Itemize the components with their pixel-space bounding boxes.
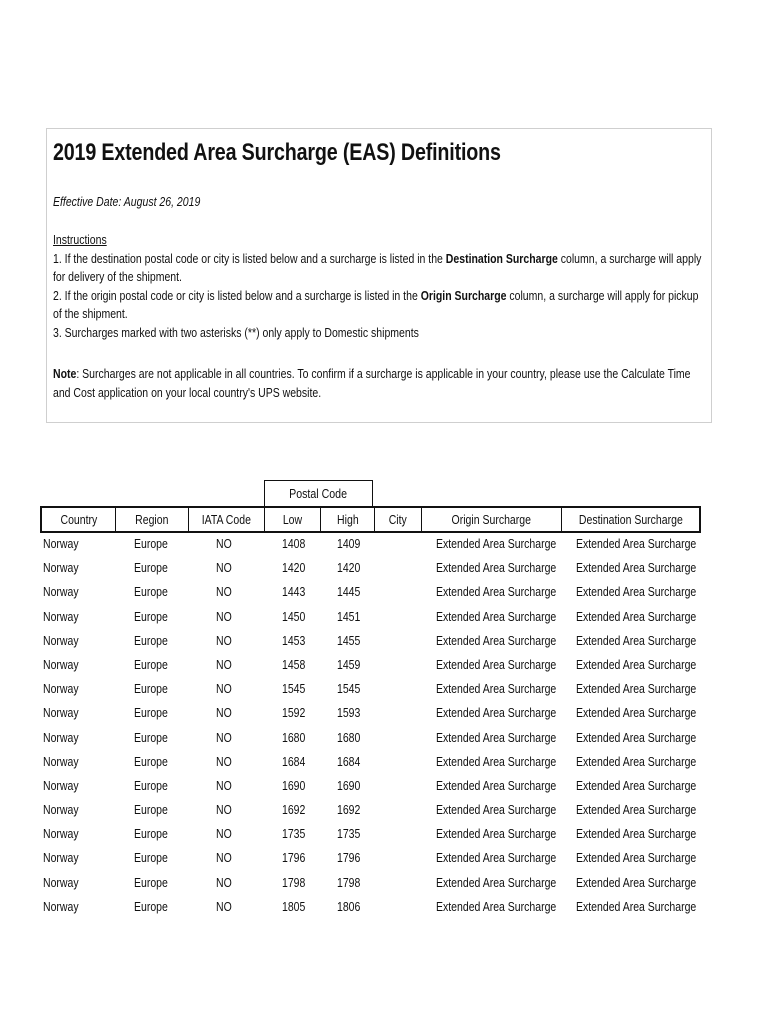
cell-iata-text: NO bbox=[216, 706, 232, 721]
cell-region-text: Europe bbox=[134, 875, 168, 890]
cell-country-text: Norway bbox=[43, 609, 79, 624]
cell-country-text: Norway bbox=[43, 754, 79, 769]
cell-low bbox=[282, 537, 310, 551]
cell-low-text: 1420 bbox=[282, 561, 306, 576]
cell-low-text: 1735 bbox=[282, 827, 306, 842]
col-high-label: High bbox=[336, 512, 359, 527]
cell-origin-text: Extended Area Surcharge bbox=[436, 682, 557, 697]
cell-destination-text: Extended Area Surcharge bbox=[576, 537, 697, 551]
cell-origin-text: Extended Area Surcharge bbox=[436, 561, 557, 576]
cell-origin bbox=[436, 827, 579, 841]
cell-destination bbox=[576, 755, 719, 769]
cell-iata-text: NO bbox=[216, 633, 232, 648]
cell-origin-text: Extended Area Surcharge bbox=[436, 778, 557, 793]
cell-high bbox=[337, 851, 365, 865]
cell-iata bbox=[216, 755, 235, 769]
cell-country bbox=[43, 706, 85, 720]
col-country-header bbox=[42, 508, 116, 531]
cell-country-text: Norway bbox=[43, 537, 79, 551]
cell-destination-text: Extended Area Surcharge bbox=[576, 609, 697, 624]
cell-iata bbox=[216, 876, 235, 890]
cell-iata bbox=[216, 537, 235, 551]
note-line-2: and Cost application on your local country's UPS website. bbox=[53, 385, 322, 400]
cell-iata bbox=[216, 731, 235, 745]
cell-low bbox=[282, 827, 310, 841]
cell-high-text: 1690 bbox=[337, 778, 361, 793]
col-region-label: Region bbox=[135, 512, 169, 527]
cell-origin bbox=[436, 658, 579, 672]
col-destination-header bbox=[562, 508, 699, 531]
table-row bbox=[0, 898, 770, 922]
cell-high-text: 1796 bbox=[337, 851, 361, 866]
postal-code-group-label: Postal Code bbox=[289, 486, 348, 501]
cell-region-text: Europe bbox=[134, 585, 168, 600]
cell-iata bbox=[216, 779, 235, 793]
cell-country bbox=[43, 610, 85, 624]
cell-high bbox=[337, 561, 365, 575]
table-row bbox=[0, 583, 770, 607]
instructions-heading: Instructions bbox=[53, 233, 107, 247]
cell-region-text: Europe bbox=[134, 827, 168, 842]
cell-region bbox=[134, 658, 174, 672]
cell-origin bbox=[436, 585, 579, 599]
col-country-label: Country bbox=[60, 512, 97, 527]
cell-destination bbox=[576, 610, 719, 624]
cell-low bbox=[282, 851, 310, 865]
cell-destination bbox=[576, 585, 719, 599]
cell-high bbox=[337, 706, 365, 720]
cell-destination-text: Extended Area Surcharge bbox=[576, 682, 697, 697]
cell-region bbox=[134, 706, 174, 720]
cell-region bbox=[134, 537, 174, 551]
table-row bbox=[0, 656, 770, 680]
cell-region bbox=[134, 561, 174, 575]
table-row bbox=[0, 849, 770, 873]
cell-high bbox=[337, 803, 365, 817]
cell-region bbox=[134, 755, 174, 769]
cell-region bbox=[134, 634, 174, 648]
instruction-1 bbox=[53, 250, 701, 269]
cell-high-text: 1798 bbox=[337, 875, 361, 890]
note-text: : Surcharges are not applicable in all countries. To confirm if a surcharge is applicable in your country, please use the Calculate Time bbox=[76, 367, 691, 381]
cell-destination bbox=[576, 827, 719, 841]
col-destination-label: Destination Surcharge bbox=[578, 512, 683, 527]
cell-low bbox=[282, 803, 310, 817]
cell-region bbox=[134, 610, 174, 624]
cell-region bbox=[134, 876, 174, 890]
cell-country bbox=[43, 779, 85, 793]
cell-iata-text: NO bbox=[216, 827, 232, 842]
cell-high bbox=[337, 658, 365, 672]
table-row bbox=[0, 729, 770, 753]
cell-country bbox=[43, 731, 85, 745]
cell-high bbox=[337, 876, 365, 890]
cell-iata-text: NO bbox=[216, 730, 232, 745]
cell-origin-text: Extended Area Surcharge bbox=[436, 754, 557, 769]
instruction-1-text: 1. If the destination postal code or city is listed below and a surcharge is listed in the bbox=[53, 251, 446, 266]
cell-region bbox=[134, 585, 174, 599]
cell-high bbox=[337, 585, 365, 599]
cell-origin-text: Extended Area Surcharge bbox=[436, 875, 557, 890]
cell-iata-text: NO bbox=[216, 657, 232, 672]
cell-region-text: Europe bbox=[134, 754, 168, 769]
cell-country bbox=[43, 658, 85, 672]
cell-origin-text: Extended Area Surcharge bbox=[436, 730, 557, 745]
cell-country-text: Norway bbox=[43, 778, 79, 793]
cell-region bbox=[134, 731, 174, 745]
table-body bbox=[0, 535, 770, 922]
cell-iata bbox=[216, 900, 235, 914]
cell-low-text: 1805 bbox=[282, 899, 306, 914]
cell-region-text: Europe bbox=[134, 778, 168, 793]
table-row bbox=[0, 753, 770, 777]
cell-country-text: Norway bbox=[43, 730, 79, 745]
cell-low-text: 1443 bbox=[282, 585, 306, 600]
cell-high-text: 1680 bbox=[337, 730, 361, 745]
cell-high-text: 1420 bbox=[337, 561, 361, 576]
cell-destination bbox=[576, 779, 719, 793]
cell-destination-text: Extended Area Surcharge bbox=[576, 899, 697, 914]
cell-origin bbox=[436, 876, 579, 890]
table-row bbox=[0, 535, 770, 559]
cell-high bbox=[337, 779, 365, 793]
cell-country-text: Norway bbox=[43, 561, 79, 576]
cell-origin-text: Extended Area Surcharge bbox=[436, 851, 557, 866]
instruction-2 bbox=[53, 287, 701, 306]
cell-region-text: Europe bbox=[134, 561, 168, 576]
cell-region-text: Europe bbox=[134, 537, 168, 551]
cell-iata bbox=[216, 634, 235, 648]
cell-country bbox=[43, 682, 85, 696]
cell-destination bbox=[576, 706, 719, 720]
cell-origin-text: Extended Area Surcharge bbox=[436, 657, 557, 672]
cell-region bbox=[134, 851, 174, 865]
cell-destination bbox=[576, 876, 719, 890]
col-low-label: Low bbox=[282, 512, 303, 527]
cell-low-text: 1796 bbox=[282, 851, 306, 866]
cell-high-text: 1684 bbox=[337, 754, 361, 769]
cell-origin bbox=[436, 682, 579, 696]
cell-iata bbox=[216, 658, 235, 672]
col-city-label: City bbox=[388, 512, 408, 527]
cell-low bbox=[282, 876, 310, 890]
cell-region bbox=[134, 682, 174, 696]
cell-country bbox=[43, 827, 85, 841]
cell-origin bbox=[436, 610, 579, 624]
instruction-2-text-end: column, a surcharge will apply for pickup bbox=[506, 288, 699, 303]
instruction-2-text: 2. If the origin postal code or city is listed below and a surcharge is listed in the bbox=[53, 288, 421, 303]
cell-region-text: Europe bbox=[134, 609, 168, 624]
cell-iata-text: NO bbox=[216, 851, 232, 866]
cell-origin-text: Extended Area Surcharge bbox=[436, 899, 557, 914]
cell-iata-text: NO bbox=[216, 561, 232, 576]
cell-low-text: 1690 bbox=[282, 778, 306, 793]
cell-destination bbox=[576, 634, 719, 648]
cell-high-text: 1593 bbox=[337, 706, 361, 721]
cell-country bbox=[43, 755, 85, 769]
cell-origin-text: Extended Area Surcharge bbox=[436, 585, 557, 600]
cell-low-text: 1680 bbox=[282, 730, 306, 745]
cell-iata-text: NO bbox=[216, 803, 232, 818]
table-row bbox=[0, 608, 770, 632]
cell-country-text: Norway bbox=[43, 706, 79, 721]
page-title: 2019 Extended Area Surcharge (EAS) Definitions bbox=[53, 139, 501, 166]
cell-region-text: Europe bbox=[134, 657, 168, 672]
cell-high bbox=[337, 610, 365, 624]
cell-origin-text: Extended Area Surcharge bbox=[436, 706, 557, 721]
cell-low-text: 1408 bbox=[282, 537, 306, 551]
table-row bbox=[0, 632, 770, 656]
cell-iata-text: NO bbox=[216, 875, 232, 890]
cell-country-text: Norway bbox=[43, 585, 79, 600]
cell-high-text: 1459 bbox=[337, 657, 361, 672]
col-low-header bbox=[265, 508, 321, 531]
definitions-box bbox=[46, 128, 712, 423]
cell-low bbox=[282, 900, 310, 914]
cell-destination bbox=[576, 851, 719, 865]
cell-region-text: Europe bbox=[134, 730, 168, 745]
table-header bbox=[40, 506, 701, 533]
table-row bbox=[0, 801, 770, 825]
note-line-1 bbox=[53, 365, 691, 384]
cell-high bbox=[337, 634, 365, 648]
cell-origin bbox=[436, 537, 579, 551]
cell-iata bbox=[216, 585, 235, 599]
cell-low bbox=[282, 779, 310, 793]
cell-iata-text: NO bbox=[216, 585, 232, 600]
cell-origin-text: Extended Area Surcharge bbox=[436, 609, 557, 624]
cell-iata-text: NO bbox=[216, 778, 232, 793]
effective-date: Effective Date: August 26, 2019 bbox=[53, 195, 201, 209]
cell-high-text: 1692 bbox=[337, 803, 361, 818]
cell-country bbox=[43, 803, 85, 817]
cell-high-text: 1735 bbox=[337, 827, 361, 842]
note-block bbox=[53, 365, 691, 402]
cell-high bbox=[337, 731, 365, 745]
cell-high-text: 1445 bbox=[337, 585, 361, 600]
cell-country-text: Norway bbox=[43, 827, 79, 842]
cell-origin bbox=[436, 851, 579, 865]
cell-country-text: Norway bbox=[43, 803, 79, 818]
cell-country-text: Norway bbox=[43, 633, 79, 648]
cell-high-text: 1455 bbox=[337, 633, 361, 648]
cell-origin bbox=[436, 706, 579, 720]
instruction-1-emphasis: Destination Surcharge bbox=[445, 251, 558, 266]
cell-iata-text: NO bbox=[216, 754, 232, 769]
cell-low bbox=[282, 682, 310, 696]
cell-destination bbox=[576, 731, 719, 745]
col-high-header bbox=[321, 508, 375, 531]
cell-high bbox=[337, 682, 365, 696]
cell-destination bbox=[576, 900, 719, 914]
cell-origin bbox=[436, 779, 579, 793]
table-row bbox=[0, 680, 770, 704]
cell-high-text: 1806 bbox=[337, 899, 361, 914]
cell-low-text: 1458 bbox=[282, 657, 306, 672]
cell-country-text: Norway bbox=[43, 851, 79, 866]
cell-iata bbox=[216, 561, 235, 575]
instructions-block bbox=[53, 231, 701, 342]
col-region-header bbox=[116, 508, 189, 531]
cell-country-text: Norway bbox=[43, 682, 79, 697]
cell-destination bbox=[576, 682, 719, 696]
cell-origin-text: Extended Area Surcharge bbox=[436, 633, 557, 648]
cell-iata-text: NO bbox=[216, 609, 232, 624]
cell-high bbox=[337, 827, 365, 841]
cell-iata bbox=[216, 827, 235, 841]
cell-destination-text: Extended Area Surcharge bbox=[576, 827, 697, 842]
instruction-3: 3. Surcharges marked with two asterisks (**) only apply to Domestic shipments bbox=[53, 325, 419, 340]
cell-destination-text: Extended Area Surcharge bbox=[576, 706, 697, 721]
cell-low bbox=[282, 755, 310, 769]
cell-country bbox=[43, 851, 85, 865]
cell-destination-text: Extended Area Surcharge bbox=[576, 585, 697, 600]
cell-origin bbox=[436, 755, 579, 769]
cell-country bbox=[43, 585, 85, 599]
instruction-2-continued: of the shipment. bbox=[53, 307, 128, 321]
cell-low-text: 1798 bbox=[282, 875, 306, 890]
cell-origin bbox=[436, 731, 579, 745]
cell-destination-text: Extended Area Surcharge bbox=[576, 657, 697, 672]
cell-iata-text: NO bbox=[216, 537, 232, 551]
cell-region-text: Europe bbox=[134, 899, 168, 914]
table-row bbox=[0, 777, 770, 801]
cell-high bbox=[337, 755, 365, 769]
cell-region bbox=[134, 803, 174, 817]
cell-destination-text: Extended Area Surcharge bbox=[576, 730, 697, 745]
cell-country bbox=[43, 537, 85, 551]
cell-low-text: 1692 bbox=[282, 803, 306, 818]
cell-region-text: Europe bbox=[134, 851, 168, 866]
cell-high bbox=[337, 900, 365, 914]
cell-country bbox=[43, 561, 85, 575]
table-row bbox=[0, 874, 770, 898]
cell-origin-text: Extended Area Surcharge bbox=[436, 537, 557, 551]
cell-iata bbox=[216, 851, 235, 865]
cell-origin-text: Extended Area Surcharge bbox=[436, 827, 557, 842]
cell-origin-text: Extended Area Surcharge bbox=[436, 803, 557, 818]
cell-low-text: 1545 bbox=[282, 682, 306, 697]
cell-low bbox=[282, 585, 310, 599]
cell-low-text: 1592 bbox=[282, 706, 306, 721]
cell-region bbox=[134, 779, 174, 793]
col-origin-header bbox=[422, 508, 562, 531]
cell-low bbox=[282, 610, 310, 624]
cell-destination bbox=[576, 537, 719, 551]
col-iata-header bbox=[189, 508, 265, 531]
cell-low-text: 1453 bbox=[282, 633, 306, 648]
col-origin-label: Origin Surcharge bbox=[451, 512, 532, 527]
cell-region-text: Europe bbox=[134, 682, 168, 697]
postal-code-group-header bbox=[264, 480, 373, 506]
cell-country-text: Norway bbox=[43, 657, 79, 672]
cell-iata bbox=[216, 706, 235, 720]
cell-iata-text: NO bbox=[216, 682, 232, 697]
cell-destination-text: Extended Area Surcharge bbox=[576, 851, 697, 866]
cell-origin bbox=[436, 561, 579, 575]
cell-low bbox=[282, 658, 310, 672]
note-label: Note bbox=[53, 367, 77, 381]
cell-low bbox=[282, 561, 310, 575]
cell-low-text: 1450 bbox=[282, 609, 306, 624]
cell-region-text: Europe bbox=[134, 706, 168, 721]
cell-low bbox=[282, 706, 310, 720]
cell-country bbox=[43, 876, 85, 890]
cell-destination-text: Extended Area Surcharge bbox=[576, 875, 697, 890]
cell-destination-text: Extended Area Surcharge bbox=[576, 778, 697, 793]
table-row bbox=[0, 825, 770, 849]
cell-high-text: 1545 bbox=[337, 682, 361, 697]
cell-destination-text: Extended Area Surcharge bbox=[576, 803, 697, 818]
cell-region-text: Europe bbox=[134, 803, 168, 818]
cell-country bbox=[43, 634, 85, 648]
instruction-2-emphasis: Origin Surcharge bbox=[420, 288, 507, 303]
cell-high bbox=[337, 537, 365, 551]
cell-low bbox=[282, 634, 310, 648]
cell-destination-text: Extended Area Surcharge bbox=[576, 561, 697, 576]
cell-country-text: Norway bbox=[43, 899, 79, 914]
cell-origin bbox=[436, 900, 579, 914]
cell-origin bbox=[436, 803, 579, 817]
cell-destination bbox=[576, 658, 719, 672]
col-city-header bbox=[375, 508, 422, 531]
col-iata-label: IATA Code bbox=[201, 512, 252, 527]
cell-destination bbox=[576, 803, 719, 817]
cell-country bbox=[43, 900, 85, 914]
cell-high-text: 1409 bbox=[337, 537, 361, 551]
cell-region bbox=[134, 900, 174, 914]
cell-low-text: 1684 bbox=[282, 754, 306, 769]
cell-iata-text: NO bbox=[216, 899, 232, 914]
cell-destination-text: Extended Area Surcharge bbox=[576, 633, 697, 648]
cell-iata bbox=[216, 610, 235, 624]
instruction-1-continued: for delivery of the shipment. bbox=[53, 270, 182, 284]
cell-destination-text: Extended Area Surcharge bbox=[576, 754, 697, 769]
table-row bbox=[0, 704, 770, 728]
instruction-1-text-end: column, a surcharge will apply bbox=[557, 251, 702, 266]
cell-iata bbox=[216, 803, 235, 817]
table-row bbox=[0, 559, 770, 583]
cell-region-text: Europe bbox=[134, 633, 168, 648]
cell-iata bbox=[216, 682, 235, 696]
cell-low bbox=[282, 731, 310, 745]
cell-origin bbox=[436, 634, 579, 648]
cell-destination bbox=[576, 561, 719, 575]
cell-country-text: Norway bbox=[43, 875, 79, 890]
cell-high-text: 1451 bbox=[337, 609, 361, 624]
cell-region bbox=[134, 827, 174, 841]
